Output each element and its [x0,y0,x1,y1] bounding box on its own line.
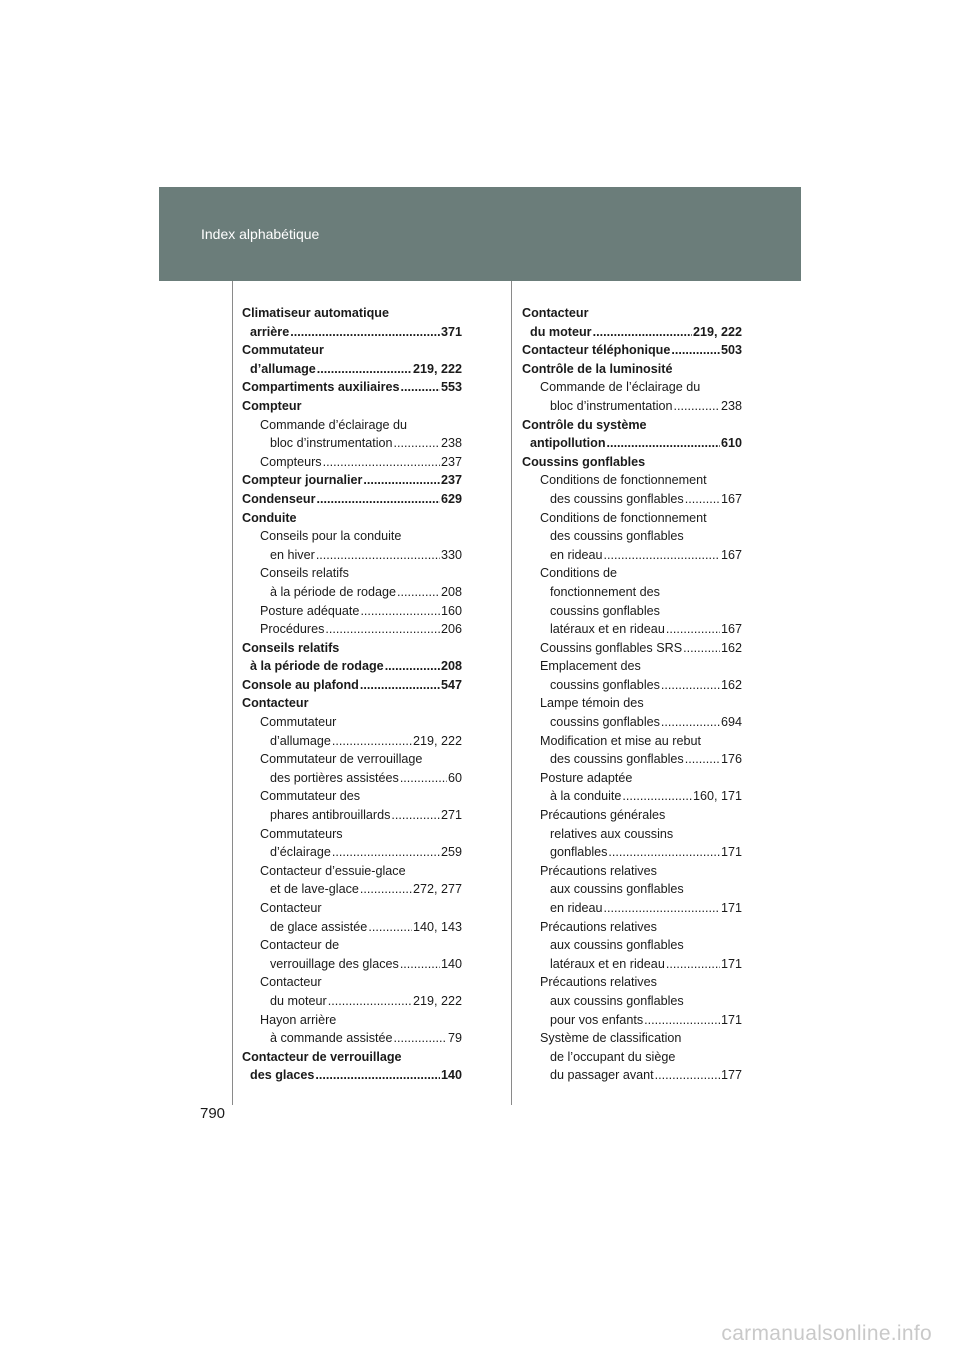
index-entry [242,527,462,546]
index-entry-label: coussins gonflables [550,715,660,730]
index-entry [522,416,742,435]
index-entry [242,453,462,472]
index-entry-label: Commutateurs [260,826,343,841]
index-entry-page: 238 [720,398,742,413]
index-entry-label: Conseils pour la conduite [260,529,402,544]
section-title: Index alphabétique [201,226,320,242]
index-entry-label: coussins gonflables [550,677,660,692]
index-entry-page: 219, 222 [412,733,462,748]
index-entry-page: 167 [720,622,742,637]
index-entry-label: Conseils relatifs [260,566,349,581]
index-entry-page: 553 [440,380,462,395]
index-entry-label: du passager avant [550,1068,654,1083]
index-entry [242,918,462,937]
index-entry-label: Commande de l’éclairage du [540,380,701,395]
index-entry [242,676,462,695]
dot-leader [394,1029,447,1048]
index-entry [522,955,742,974]
dot-leader [332,732,412,751]
index-entry [522,639,742,658]
index-entry-label: Contacteur téléphonique [522,343,671,358]
watermark: carmanualsonline.info [721,1322,932,1345]
column-divider-left [232,281,233,1105]
index-entry [522,490,742,509]
index-entry [242,843,462,862]
index-entry-label: Contacteur d’essuie-glace [260,863,406,878]
index-entry-label: Lampe témoin des [540,696,644,711]
index-entry-page: 219, 222 [412,361,462,376]
index-entry-page: 167 [720,491,742,506]
index-entry-label: et de lave-glace [270,882,359,897]
index-entry-label: d’allumage [250,361,316,376]
index-entry-label: Posture adaptée [540,770,633,785]
index-entry [242,434,462,453]
index-entry [242,694,462,713]
index-entry-label: à commande assistée [270,1031,393,1046]
index-entry [522,657,742,676]
index-entry [522,880,742,899]
dot-leader [661,676,720,695]
dot-leader [323,453,440,472]
index-entry-label: aux coussins gonflables [550,938,684,953]
dot-leader [683,639,720,658]
index-entry [522,732,742,751]
dot-leader [315,1066,440,1085]
index-entry-page: 237 [440,454,462,469]
index-entry [522,509,742,528]
dot-leader [400,378,440,397]
index-entry-label: Modification et mise au rebut [540,733,702,748]
index-entry-page: 162 [720,640,742,655]
index-entry-label: relatives aux coussins [550,826,674,841]
index-entry [242,490,462,509]
index-entry-page: 330 [440,547,462,562]
index-entry [242,955,462,974]
index-entry-label: d’allumage [270,733,331,748]
index-entry-label: bloc d’instrumentation [550,398,673,413]
index-entry [522,787,742,806]
dot-leader [661,713,720,732]
index-entry-label: Système de classification [540,1031,682,1046]
dot-leader [607,434,720,453]
index-entry-label: des glaces [250,1068,315,1083]
index-entry [522,360,742,379]
index-entry-label: Contacteur [260,975,322,990]
index-entry-page: 167 [720,547,742,562]
index-entry [242,1029,462,1048]
dot-leader [671,341,720,360]
dot-leader [400,769,447,788]
dot-leader [317,360,412,379]
index-entry [242,1066,462,1085]
index-entry-label: à la conduite [550,789,622,804]
dot-leader [604,899,720,918]
header-band [159,187,801,281]
index-entry [242,546,462,565]
dot-leader [316,490,440,509]
index-entry-page: 171 [720,901,742,915]
index-entry [242,360,462,379]
dot-leader [360,676,440,695]
index-entry-page: 160 [440,603,462,618]
dot-leader [332,843,440,862]
index-entry [242,713,462,732]
index-entry-page: 237 [440,473,462,488]
index-entry [242,862,462,881]
index-entry-page: 629 [440,491,462,506]
index-entry-page: 171 [720,845,742,860]
index-entry [522,676,742,695]
index-entry [522,936,742,955]
index-entry [522,453,742,472]
index-entry-label: Contacteur de [260,938,340,953]
index-entry-label: aux coussins gonflables [550,882,684,897]
index-entry [242,397,462,416]
index-entry-label: Compteur [242,398,302,413]
index-entry-label: latéraux et en rideau [550,956,665,971]
dot-leader [385,657,440,676]
index-entry [242,378,462,397]
index-entry-label: arrière [250,324,290,339]
index-entry-label: antipollution [530,436,606,451]
index-entry [242,341,462,360]
index-entry-label: Commutateur des [260,789,361,804]
index-entry-label: Conseils relatifs [242,640,340,655]
index-entry [522,973,742,992]
index-entry-label: phares antibrouillards [270,808,391,823]
index-entry [242,471,462,490]
index-entry [522,341,742,360]
index-entry-label: Précautions générales [540,808,666,823]
index-entry [522,1048,742,1067]
index-entry-label: pour vos enfants [550,1012,644,1027]
index-entry-page: 171 [720,956,742,971]
index-entry [242,602,462,621]
index-entry-label: Commande d’éclairage du [260,417,408,432]
index-entry [522,1029,742,1048]
index-entry-page: 162 [720,677,742,692]
index-entry [522,378,742,397]
index-entry-label: Climatiseur automatique [242,306,389,320]
dot-leader [666,955,720,974]
index-entry [242,787,462,806]
index-entry-label: Commutateur de verrouillage [260,752,423,767]
index-entry [242,323,462,342]
index-entry [522,825,742,844]
index-entry [522,546,742,565]
index-entry-label: du moteur [530,324,592,339]
index-entry-page: 219, 222 [692,324,742,339]
index-column-left [242,304,462,1085]
index-entry [242,732,462,751]
index-entry-label: en rideau [550,547,603,562]
index-entry [242,1011,462,1030]
index-entry-label: Contacteur [522,306,589,320]
index-entry-label: Commutateur [260,715,337,730]
index-entry-page: 176 [720,752,742,767]
index-entry [242,509,462,528]
index-entry [522,323,742,342]
index-entry [242,657,462,676]
index-entry [522,471,742,490]
dot-leader [368,918,412,937]
index-entry-page: 371 [440,324,462,339]
index-entry-label: des coussins gonflables [550,529,684,544]
index-entry-page: 503 [720,343,742,358]
index-entry [242,806,462,825]
index-entry [522,694,742,713]
dot-leader [685,490,720,509]
index-entry-label: Précautions relatives [540,863,657,878]
dot-leader [360,602,440,621]
dot-leader [363,471,440,490]
index-entry-label: Compteur journalier [242,473,363,488]
dot-leader [674,397,720,416]
index-entry-label: Condenseur [242,491,316,506]
index-entry [242,564,462,583]
dot-leader [394,434,440,453]
index-entry-page: 547 [440,677,462,692]
index-entry-label: Emplacement des [540,659,641,674]
index-entry-label: coussins gonflables [550,603,660,618]
index-entry-page: 171 [720,1012,742,1027]
index-entry [242,936,462,955]
index-entry-page: 79 [447,1031,462,1046]
index-entry-label: aux coussins gonflables [550,993,684,1008]
index-entry-page: 140 [440,1068,462,1083]
index-entry-label: Hayon arrière [260,1012,337,1027]
index-entry-page: 694 [720,715,742,730]
index-entry-label: des coussins gonflables [550,752,684,767]
index-entry-label: Compartiments auxiliaires [242,380,400,395]
dot-leader [400,955,440,974]
index-entry-label: Précautions relatives [540,975,657,990]
index-entry [242,416,462,435]
index-entry-label: Coussins gonflables SRS [540,640,683,655]
index-entry [242,1048,462,1067]
index-entry [242,899,462,918]
index-entry [242,304,462,323]
dot-leader [644,1011,720,1030]
index-entry [522,843,742,862]
index-entry [522,602,742,621]
dot-leader [325,620,440,639]
index-entry-page: 206 [440,622,462,637]
index-entry-page: 610 [720,436,742,451]
dot-leader [666,620,720,639]
dot-leader [685,750,720,769]
index-entry-label: Coussins gonflables [522,454,646,469]
index-entry [522,806,742,825]
index-entry-label: verrouillage des glaces [270,956,399,971]
index-entry-label: Console au plafond [242,677,359,692]
dot-leader [655,1066,720,1085]
index-entry-label: Posture adéquate [260,603,360,618]
index-column-right [522,304,742,1085]
index-entry [522,899,742,918]
index-entry-label: latéraux et en rideau [550,622,665,637]
dot-leader [290,323,440,342]
index-entry-page: 208 [440,659,462,674]
index-entry [522,397,742,416]
column-divider-right [511,281,512,1105]
index-entry-label: Procédures [260,622,325,637]
index-entry [522,304,742,323]
dot-leader [593,323,692,342]
index-entry [242,973,462,992]
index-entry-label: Commutateur [242,343,324,358]
index-entry-label: Conditions de fonctionnement [540,510,707,525]
index-entry-label: à la période de rodage [270,584,397,599]
index-entry-label: en hiver [270,547,315,562]
dot-leader [604,546,720,565]
index-entry-page: 219, 222 [412,993,462,1008]
index-entry [522,564,742,583]
index-entry-label: Précautions relatives [540,919,657,934]
index-entry-label: des portières assistées [270,770,399,785]
index-entry-page: 140, 143 [412,919,462,934]
index-entry-label: Contrôle de la luminosité [522,361,673,376]
index-entry-label: d’éclairage [270,845,331,860]
dot-leader [397,583,440,602]
index-entry-label: Compteurs [260,454,322,469]
index-entry-label: fonctionnement des [550,584,660,599]
dot-leader [328,992,412,1011]
page-number: 790 [200,1105,226,1122]
index-entry [522,992,742,1011]
index-entry-label: à la période de rodage [250,659,384,674]
index-entry [242,769,462,788]
index-entry-label: Contrôle du système [522,417,647,432]
index-entry [522,769,742,788]
index-entry-page: 272, 277 [412,882,462,897]
index-entry-page: 177 [720,1068,742,1083]
index-entry [242,992,462,1011]
index-entry [522,713,742,732]
index-entry-label: Conditions de fonctionnement [540,473,707,488]
index-entry-label: Conditions de [540,566,618,581]
index-entry [242,620,462,639]
index-entry [522,1066,742,1085]
index-entry-label: Contacteur [260,901,322,915]
index-entry [522,918,742,937]
index-entry-label: Contacteur de verrouillage [242,1049,402,1064]
index-entry [522,527,742,546]
index-entry [522,750,742,769]
index-entry [242,825,462,844]
dot-leader [608,843,720,862]
index-entry [522,862,742,881]
index-entry-label: de l’occupant du siège [550,1049,676,1064]
index-entry-label: des coussins gonflables [550,491,684,506]
index-entry [522,583,742,602]
index-entry [522,620,742,639]
index-entry-page: 160, 171 [692,789,742,804]
index-entry-label: Contacteur [242,696,309,711]
index-entry-page: 271 [440,808,462,823]
index-entry [242,583,462,602]
index-entry-page: 208 [440,584,462,599]
index-entry [242,639,462,658]
index-entry-label: Conduite [242,510,297,525]
index-entry-label: en rideau [550,901,603,915]
index-entry-page: 60 [447,770,462,785]
index-entry [242,880,462,899]
dot-leader [622,787,692,806]
index-entry [242,750,462,769]
index-entry-page: 238 [440,436,462,451]
index-entry-label: bloc d’instrumentation [270,436,393,451]
index-entry [522,1011,742,1030]
index-entry-label: gonflables [550,845,608,860]
index-entry-page: 259 [440,845,462,860]
dot-leader [391,806,440,825]
index-entry-label: de glace assistée [270,919,368,934]
index-entry-page: 140 [440,956,462,971]
dot-leader [360,880,412,899]
index-entry [522,434,742,453]
index-entry-label: du moteur [270,993,327,1008]
dot-leader [316,546,440,565]
